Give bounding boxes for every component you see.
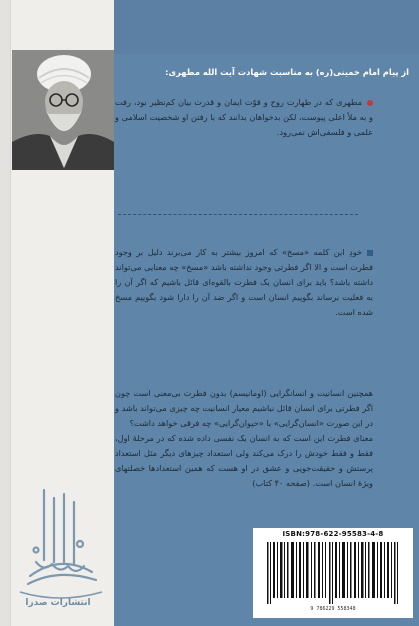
quote-paragraph-text: مطهری که در طهارت روح و قوّت ایمان و قدرت بیان کم‌نظیر بود، رفت و به ملأ اعلی پیوست، لکن بدخواهان بدانند که با رفتن او شخصیت اسلامی و علمی و فلسفی‌اش نمی‌رود. bbox=[115, 97, 373, 138]
publisher-name: انتشارات صدرا bbox=[25, 598, 91, 608]
author-portrait-image bbox=[12, 50, 114, 170]
isbn-number: ISBN:978-622-95583-4-8 bbox=[282, 530, 384, 538]
page-reference: (صفحه ۴۰ کتاب) bbox=[252, 478, 310, 489]
barcode-digits: 9 786229 558348 bbox=[310, 606, 356, 612]
isbn-barcode-box bbox=[253, 528, 413, 618]
blue-panel-top bbox=[114, 0, 419, 54]
blue-square-bullet-icon bbox=[367, 250, 373, 256]
excerpt-paragraph-1-text: خودِ این کلمه «مسخ» که امروز بیشتر به کار می‌برند دلیل بر وجود فطرت است و الا اگر فطرتی وجود نداشته باشد «مسخ» چه معنایی می‌تواند داشته باشد؟ باید برای انسان یک فطرت بالقوه‌ای قائل باشیم که اگر آن را به فعلیت برساند بگوییم انسان است و اگر ضد آن را دارا شود بگوییم مسخ شده است. bbox=[115, 247, 373, 318]
barcode-icon bbox=[265, 542, 401, 604]
excerpt-paragraph-2: همچنین انسانیت و انسانگرایی (اومانیسم) بدون فطرت بی‌معنی است چون اگر فطرتی برای انسان قائل نباشیم معیار انسانیت چه چیزی می‌تواند باشد و در این صورت «انسان‌گرایی» با «حیوان‌گرایی» چه فرقی خواهد داشت؟ bbox=[115, 388, 373, 429]
author-photo bbox=[12, 50, 114, 170]
dashed-divider bbox=[118, 214, 358, 215]
excerpt-paragraph-3-text: معنای فطرت این است که به انسان یک نفسی داده شده که در مرحلهٔ اول، فقط و فقط خودش را درک می‌کند ولی استعداد چیزهای دیگر مثل استعداد پرستش و حقیقت‌جویی و عشق در او هست که همین استعدادها خصلتهای ویژهٔ انسان است. bbox=[115, 433, 373, 489]
red-bullet-icon bbox=[367, 100, 373, 106]
quote-paragraph bbox=[115, 95, 373, 140]
excerpt-paragraph-1 bbox=[115, 245, 373, 320]
excerpt-paragraph-3 bbox=[115, 431, 373, 491]
quote-headline: از پیام امام خمینی(ره) به مناسبت شهادت آیت الله مطهری: bbox=[165, 67, 409, 77]
